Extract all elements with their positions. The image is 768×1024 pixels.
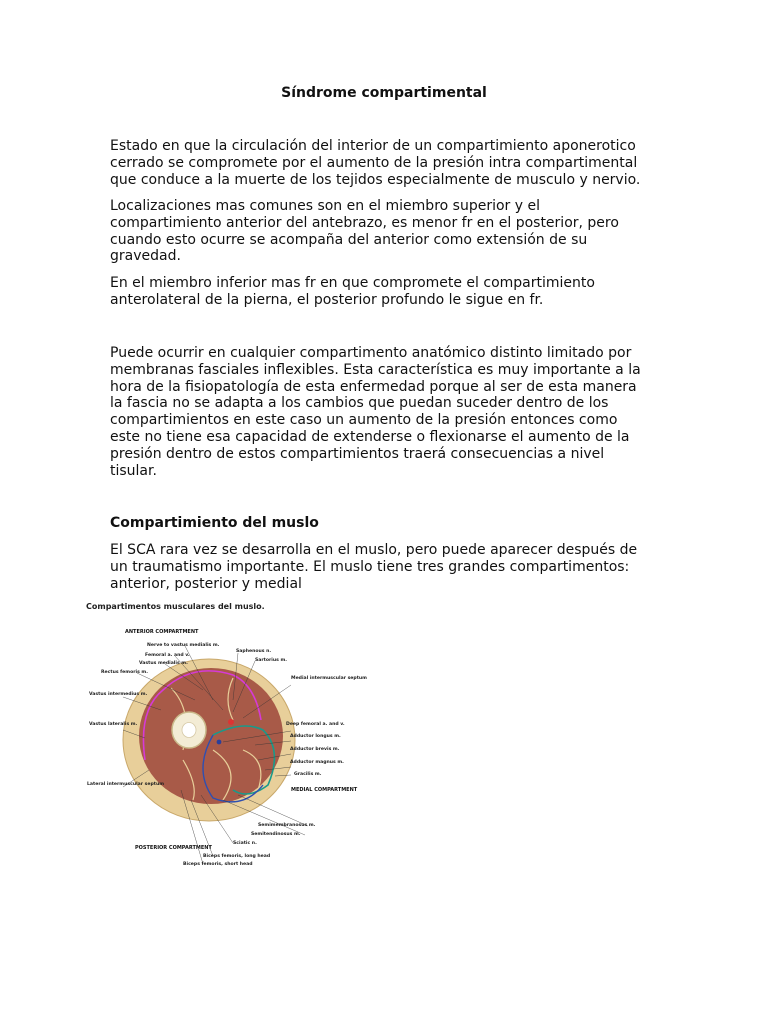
deep-femoral-vessel: [217, 740, 222, 745]
label-vastus-medialis: Vastus medialis m.: [139, 661, 188, 666]
label-semimembranosus: Semimembranosus m.: [258, 823, 316, 828]
paragraph-upper-limb: Localizaciones mas comunes son en el miembro superior y el compartimiento anterior del antebrazo, es menor fr en el posterior, pero cuando esto ocurre se acompaña del anterior como extensión de su gravedad.: [110, 198, 619, 265]
label-nerve-vastus: Nerve to vastus medialis m.: [147, 643, 220, 648]
section-heading: Compartimiento del muslo: [110, 515, 319, 531]
label-sartorius: Sartorius m.: [255, 658, 288, 663]
label-adductor-longus: Adductor longus m.: [290, 734, 341, 739]
label-biceps-short: Biceps femoris, short head: [183, 862, 253, 867]
label-deep-femoral: Deep femoral a. and v.: [286, 722, 345, 727]
label-sciatic: Sciatic n.: [233, 841, 257, 846]
thigh-cross-section-figure: [83, 600, 367, 872]
label-medial-septum: Medial intermuscular septum: [291, 676, 367, 681]
label-biceps-long: Biceps femoris, long head: [203, 854, 271, 859]
label-adductor-brevis: Adductor brevis m.: [290, 747, 340, 752]
label-saphenous: Saphenous n.: [236, 649, 272, 654]
thigh-diagram: [83, 600, 367, 872]
label-gracilis: Gracilis m.: [294, 772, 322, 777]
document-title: Síndrome compartimental: [281, 85, 487, 101]
figure-title: Compartimentos musculares del muslo.: [86, 602, 265, 611]
paragraph-pathophysiology: Puede ocurrir en cualquier compartimento anatómico distinto limitado por membranas fasciales inflexibles. Esta característica es muy importante a la hora de la fisiopatología de esta enfermedad porque al ser de esta manera la fascia no se adapta a los cambios que puedan suceder dentro de los compartimientos en este caso un aumento de la presión entonces como este no tiene esa capacidad de extenderse o flexionarse el aumento de la presión dentro de estos compartimientos traerá consecuencias a nivel tisular.: [110, 345, 641, 479]
label-vastus-lateralis: Vastus lateralis m.: [89, 722, 138, 727]
label-adductor-magnus: Adductor magnus m.: [290, 760, 344, 765]
label-semitendinosus: Semitendinosus m.: [251, 832, 301, 837]
label-medial-compartment: MEDIAL COMPARTMENT: [291, 787, 358, 793]
label-femoral: Femoral a. and v.: [145, 653, 190, 658]
femoral-vessel: [228, 719, 234, 725]
label-rectus-femoris: Rectus femoris m.: [101, 670, 148, 675]
paragraph-lower-limb: En el miembro inferior mas fr en que compromete el compartimiento anterolateral de la pierna, el posterior profundo le sigue en fr.: [110, 275, 595, 308]
label-anterior-compartment: ANTERIOR COMPARTMENT: [125, 629, 199, 635]
label-lateral-septum: Lateral intermuscular septum: [87, 782, 165, 787]
paragraph-definition: Estado en que la circulación del interior de un compartimiento aponerotico cerrado se compromete por el aumento de la presión intra compartimental que conduce a la muerte de los tejidos especialmente de musculo y nervio.: [110, 138, 641, 188]
paragraph-thigh: El SCA rara vez se desarrolla en el muslo, pero puede aparecer después de un traumatismo importante. El muslo tiene tres grandes compartimentos: anterior, posterior y medial: [110, 542, 638, 592]
label-vastus-intermedius: Vastus intermedius m.: [89, 692, 148, 697]
label-posterior-compartment: POSTERIOR COMPARTMENT: [135, 845, 212, 851]
